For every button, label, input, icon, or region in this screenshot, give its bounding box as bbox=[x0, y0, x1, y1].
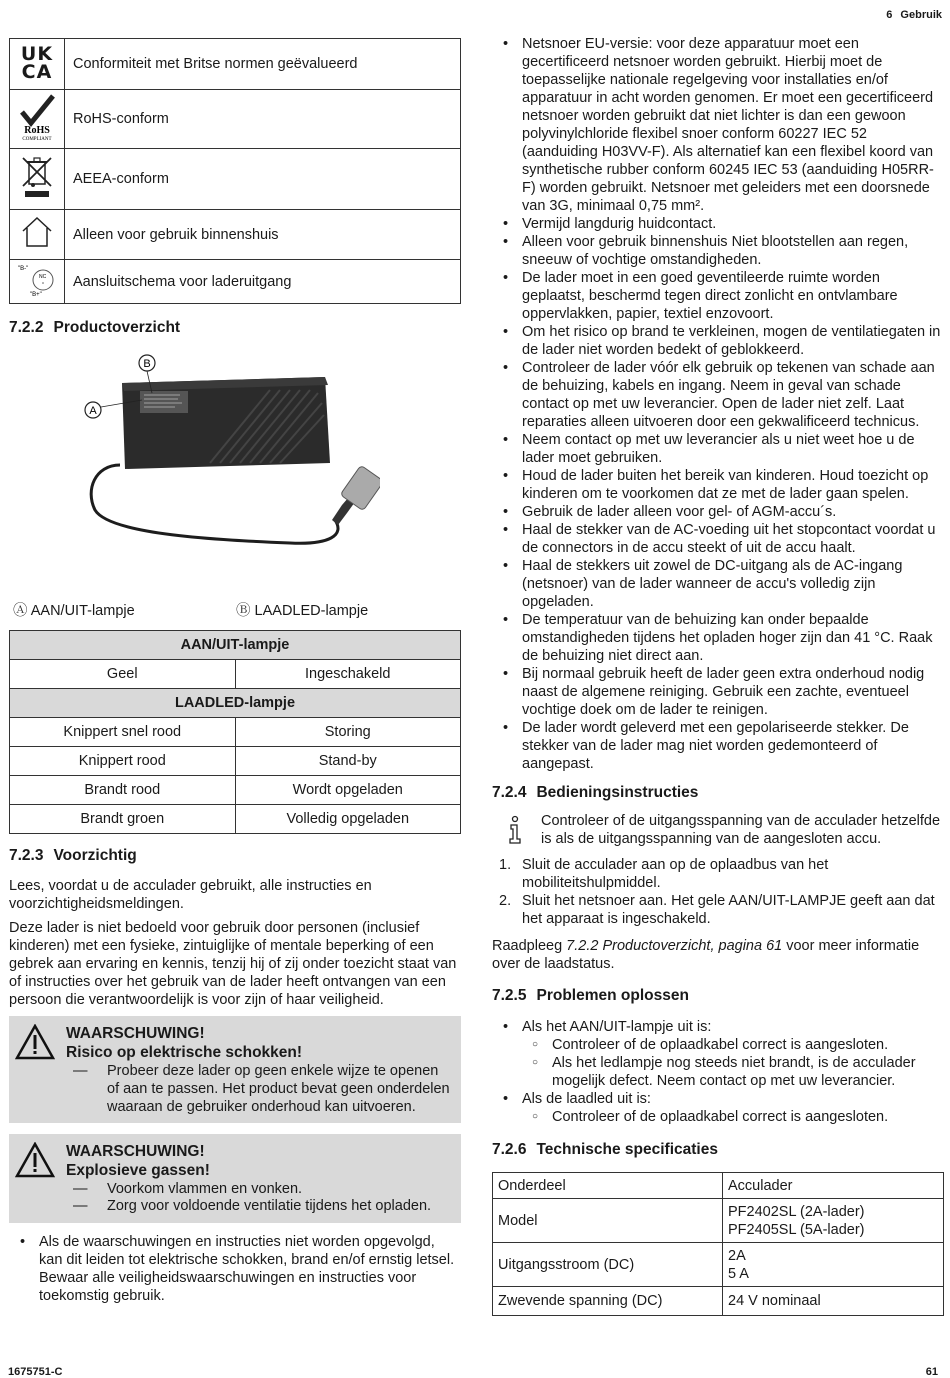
weee-bin-icon bbox=[10, 149, 65, 210]
section-heading-7-2-4: 7.2.4 Bedieningsinstructies bbox=[492, 784, 699, 801]
warning-subtitle: Risico op elektrische schokken! bbox=[66, 1044, 303, 1061]
symbol-row bbox=[10, 90, 461, 149]
rohs-compliant-text: COMPLIANT bbox=[22, 136, 52, 142]
caution-intro: Lees, voordat u de acculader gebruikt, alle instructies en voorzichtigheidsmeldingen. bbox=[9, 878, 372, 912]
list-item: • De lader wordt geleverd met een gepolariseerde stekker. De stekker van de lader mag niet worden gedemonteerd of aangepast. bbox=[492, 719, 942, 773]
sub-list-item: ○ Controleer of de oplaadkabel correct is aangesloten. bbox=[522, 1036, 942, 1054]
warning-box-explosive-gases bbox=[9, 1134, 461, 1223]
pin-nc-label: NC bbox=[39, 274, 47, 280]
table-row: Brandt rood Wordt opgeladen bbox=[10, 776, 461, 805]
symbol-label: Conformiteit met Britse normen geëvalueerd bbox=[65, 39, 461, 90]
table-row: Geel Ingeschakeld bbox=[10, 660, 461, 689]
list-item: • Gebruik de lader alleen voor gel- of AGM-accu´s. bbox=[492, 503, 942, 521]
table-row: Zwevende spanning (DC) 24 V nominaal bbox=[493, 1287, 944, 1316]
sub-list-item: ○ Controleer of de oplaadkabel correct is aangesloten. bbox=[522, 1108, 942, 1126]
section-heading-7-2-3: 7.2.3 Voorzichtig bbox=[9, 847, 137, 864]
symbol-row bbox=[10, 149, 461, 210]
specifications-table bbox=[492, 1172, 944, 1316]
charger-product-image bbox=[60, 345, 380, 590]
list-item: • Houd de lader buiten het bereik van kinderen. Houd toezicht op kinderen om te voorkomen dat ze met de lader gaan spelen. bbox=[492, 467, 942, 503]
ukca-line-1: UK bbox=[20, 43, 54, 65]
connector-pinout-icon bbox=[10, 260, 65, 304]
rohs-compliant-icon bbox=[10, 90, 65, 149]
warning-box-electric-shock bbox=[9, 1016, 461, 1123]
table-row: Onderdeel Acculader bbox=[493, 1173, 944, 1199]
ukca-line-2: CA bbox=[21, 61, 53, 83]
symbol-row bbox=[10, 210, 461, 260]
table-row: Brandt groen Volledig opgeladen bbox=[10, 805, 461, 834]
list-item: • Haal de stekker van de AC-voeding uit het stopcontact voordat u de connectors in de accu steekt of uit de accu haalt. bbox=[492, 521, 942, 557]
chapter-number: 6 bbox=[886, 9, 893, 21]
operation-reference: Raadpleeg 7.2.2 Productoverzicht, pagina 61 voor meer informatie over de laadstatus. bbox=[492, 938, 920, 972]
caution-paragraph: Deze lader is niet bedoeld voor gebruik door personen (inclusief kinderen) met een fysieke, zintuiglijke of mentale beperking of een gebrek aan ervaring en kennis, tenzij hij of zij onder toezicht staat van of instructies over het gebruik van de lader heeft ontvangen van een persoon die verantwoordelijk is voor zijn of haar veiligheid. bbox=[9, 920, 457, 1008]
info-icon bbox=[505, 815, 525, 845]
symbol-row bbox=[10, 39, 461, 90]
warning-title: WAARSCHUWING! bbox=[66, 1025, 205, 1042]
list-item: • Bij normaal gebruik heeft de lader geen extra onderhoud nodig naast de algemene reiniging. Gebruik een zachte, eventueel vochtige doek om de lader te reinigen. bbox=[492, 665, 942, 719]
ukca-mark-icon bbox=[10, 39, 65, 90]
warning-item: — Zorg voor voldoende ventilatie tijdens het opladen. bbox=[73, 1198, 432, 1214]
sub-list-item: ○ Als het ledlampje nog steeds niet brandt, is de acculader mogelijk defect. Neem contact op met uw leverancier. bbox=[522, 1054, 942, 1090]
warning-triangle-icon bbox=[15, 1024, 55, 1060]
section-heading-7-2-2: 7.2.2 Productoverzicht bbox=[9, 319, 181, 336]
symbol-label: AEEA-conform bbox=[65, 149, 461, 210]
pin-b-plus-label: "B+" bbox=[30, 292, 42, 297]
troubleshooting-list bbox=[492, 1018, 942, 1126]
symbol-label: Aansluitschema voor laderuitgang bbox=[65, 260, 461, 304]
list-item: 2. Sluit het netsnoer aan. Het gele AAN/UIT-LAMPJE geeft aan dat het apparaat is ingeschakeld. bbox=[499, 893, 935, 927]
operation-steps bbox=[492, 856, 942, 928]
table-row: Model PF2402SL (2A-lader) PF2405SL (5A-lader) bbox=[493, 1199, 944, 1243]
list-item: • Als de waarschuwingen en instructies niet worden opgevolgd, kan dit leiden tot elektrische schokken, brand en/of ernstig letsel. Bewaar alle veiligheidswaarschuwingen en instructies voor toekomstig gebruik. bbox=[9, 1233, 461, 1305]
warning-subtitle: Explosieve gassen! bbox=[66, 1162, 210, 1179]
table-row: Knippert snel rood Storing bbox=[10, 718, 461, 747]
document-id: 1675751-C bbox=[8, 1366, 63, 1378]
symbol-label: Alleen voor gebruik binnenshuis bbox=[65, 210, 461, 260]
list-item: • Neem contact op met uw leverancier als u niet weet hoe u de lader moet gebruiken. bbox=[492, 431, 942, 467]
page-header bbox=[886, 6, 942, 24]
charge-led-header: LAADLED-lampje bbox=[10, 689, 461, 718]
callout-legend-b: Ⓑ LAADLED-lampje bbox=[236, 603, 369, 619]
callout-legend-a: Ⓐ AAN/UIT-lampje bbox=[13, 603, 135, 619]
led-status-table bbox=[9, 630, 461, 834]
page-number: 61 bbox=[925, 1366, 938, 1378]
cross-reference-link[interactable]: 7.2.2 Productoverzicht, pagina 61 bbox=[566, 938, 783, 954]
warning-item: — Voorkom vlammen en vonken. bbox=[73, 1181, 303, 1197]
list-item: 1. Sluit de acculader aan op de oplaadbus van het mobiliteitshulpmiddel. bbox=[499, 857, 829, 891]
symbol-row bbox=[10, 260, 461, 304]
list-item: • Controleer de lader vóór elk gebruik op tekenen van schade aan de behuizing, kabels en ingang. Neem in geval van schade contact op met uw leverancier. Open de lader niet zelf. Laat reparaties alleen uitvoeren door een gekwalificeerd technicus. bbox=[492, 359, 942, 431]
list-item: • De temperatuur van de behuizing kan onder bepaalde omstandigheden tijdens het opladen hoger zijn dan 41 °C. Raak de behuizing niet direct aan. bbox=[492, 611, 942, 665]
callout-a-marker: A bbox=[89, 405, 97, 417]
section-heading-7-2-6: 7.2.6 Technische specificaties bbox=[492, 1141, 718, 1158]
chapter-title: Gebruik bbox=[900, 9, 942, 21]
rohs-text: RoHS bbox=[24, 124, 50, 136]
caution-bullet-list bbox=[9, 1233, 461, 1305]
list-item: • Netsnoer EU-versie: voor deze apparatuur moet een gecertificeerd netsnoer worden gebruikt. Hierbij moet de toepasselijke nationale regelgeving voor installaties en/of apparatuur in acht worden genomen. Er moet een gecertificeerd netsnoer worden gebruikt dat niet lichter is dan een gewoon polyvinylchloride flexibel snoer conform 60227 IEC 52 (aanduiding H03VV-F). Als alternatief kan een flexibel koord van synthetische rubber conform 60245 IEC 53 (aanduiding H05RR-F) worden gebruikt. Netsnoer met geleiders met een doorsnede van 3G, minimaal 0,75 mm². bbox=[492, 35, 942, 215]
warning-item: — Probeer deze lader op geen enkele wijze te openen of aan te passen. Het product bevat geen onderdelen waaraan de gebruiker onderhoud kan uitvoeren. bbox=[73, 1063, 450, 1115]
list-item: • Als de laadled uit is: ○ Controleer of de oplaadkabel correct is aangesloten. bbox=[492, 1090, 942, 1126]
safety-bullet-list bbox=[492, 35, 942, 773]
power-led-header: AAN/UIT-lampje bbox=[10, 631, 461, 660]
list-item: • Haal de stekkers uit zowel de DC-uitgang als de AC-ingang (netsnoer) van de lader wanneer de accu's volledig zijn opgeladen. bbox=[492, 557, 942, 611]
callout-b-marker: B bbox=[143, 358, 151, 370]
pin-b-minus-label: "B-" bbox=[18, 266, 29, 272]
operation-note: Controleer of de uitgangsspanning van de acculader hetzelfde is als de uitgangsspanning van de aangesloten accu. bbox=[541, 813, 941, 847]
list-item: • De lader moet in een goed geventileerde ruimte worden geplaatst, beschermd tegen direct zonlicht en ontvlambare oppervlakken, papier, textiel enzovoort. bbox=[492, 269, 942, 323]
section-heading-7-2-5: 7.2.5 Problemen oplossen bbox=[492, 987, 689, 1004]
house-icon bbox=[10, 210, 65, 260]
list-item: • Om het risico op brand te verkleinen, mogen de ventilatiegaten in de lader niet worden bedekt of geblokkeerd. bbox=[492, 323, 942, 359]
table-row: Knippert rood Stand-by bbox=[10, 747, 461, 776]
list-item: • Als het AAN/UIT-lampje uit is: ○ Controleer of de oplaadkabel correct is aangesloten. ○ Als het ledlampje nog steeds niet brandt, is de acculader mogelijk defect. Neem contact op met uw leverancier. bbox=[492, 1018, 942, 1090]
symbol-label: RoHS-conform bbox=[65, 90, 461, 149]
symbol-table bbox=[9, 38, 461, 304]
list-item: • Vermijd langdurig huidcontact. bbox=[492, 215, 942, 233]
warning-title: WAARSCHUWING! bbox=[66, 1143, 205, 1160]
list-item: • Alleen voor gebruik binnenshuis Niet blootstellen aan regen, sneeuw of vochtige omstandigheden. bbox=[492, 233, 942, 269]
svg-text:°: ° bbox=[42, 282, 44, 288]
warning-triangle-icon bbox=[15, 1142, 55, 1178]
table-row: Uitgangsstroom (DC) 2A 5 A bbox=[493, 1243, 944, 1287]
